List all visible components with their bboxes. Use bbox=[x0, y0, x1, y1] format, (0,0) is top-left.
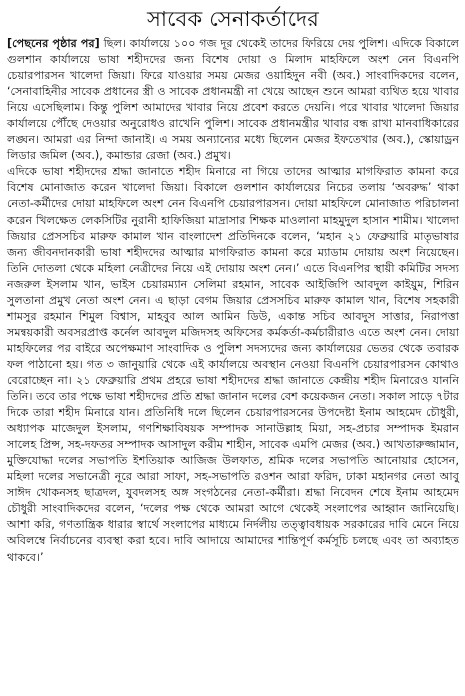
article-paragraph-1 bbox=[7, 36, 459, 164]
article-headline: সাবেক সেনাকর্তাদের bbox=[146, 7, 320, 31]
article-paragraph-1-text: ছিল। কার্যালয়ে ১০০ গজ দূর থেকেই তাদের ফিরিয়ে দেয় পুলিশ। এদিকে বিকালে গুলশান কার্যালয়ে ভাষা শহীদদের জন্য বিশেষ দোয়া ও মিলাদ মাহফিলে অংশ নেন বিএনপি চেয়ারপারসন খালেদা জিয়া। ফিরে যাওয়ার সময় মেজর ওয়াহিদুন নবী (অব.) সাংবাদিকদের বলেন, ‘সেনাবাহিনীর সাবেক প্রধানের স্ত্রী ও সাবেক প্রধানমন্ত্রী না খেয়ে আছেন শুনে আমরা ব্যথিত হয়ে খাবার নিয়ে এসেছিলাম। কিন্তু পুলিশ আমাদের খাবার নিয়ে প্রবেশ করতে দেয়নি। পরে খাবার খালেদা জিয়ার কার্যালয়ে পৌঁছে দেওয়ার অনুরোধও রাখেনি পুলিশ। সাবেক প্রধানমন্ত্রীর খাবার বন্ধ রাখা মানবাধিকারের লঙ্ঘন। আমরা এর নিন্দা জানাই। এ সময় অন্যান্যের মধ্যে ছিলেন মেজর ইফতেখার (অব.), স্কোয়াড্রন লিডার জমিল (অব.), কমান্ডার রেজা (অব.) প্রমুখ। bbox=[7, 37, 459, 163]
article-paragraph-2: এদিকে ভাষা শহীদদের শ্রদ্ধা জানাতে শহীদ মিনারে না গিয়ে তাদের আত্মার মাগফিরাত কামনা করে বিশেষ মোনাজাত করেন খালেদা জিয়া। বিকালে গুলশান কার্যালয়ের নিচের তলায় ‘অবরুদ্ধ’ থাকা নেতা-কর্মীদের দোয়া মাহফিলে অংশ নেন বিএনপি চেয়ারপারসন। দোয়া মাহফিলে মোনাজাত পরিচালনা করেন খিলক্ষেত লেকসিটির নুরানী হাফিজিয়া মাদ্রাসার শিক্ষক মাওলানা মাহমুদুল হাসান শামীম। খালেদা জিয়ার প্রেসসচিব মারুফ কামাল খান বাংলাদেশ প্রতিদিনকে বলেন, ‘মহান ২১ ফেব্রুয়ারি মাতৃভাষার জন্য জীবনদানকারী ভাষা শহীদদের আত্মার মাগফিরাত কামনা করে ম্যাডাম দোয়ায় অংশ নিয়েছেন। তিনি দোতলা থেকে মহিলা নেত্রীদের নিয়ে এই দোয়ায় অংশ নেন।’ এতে বিএনপির স্থায়ী কমিটির সদস্য নজরুল ইসলাম খান, ভাইস চেয়ারম্যান সেলিমা রহমান, সাবেক আইজিপি আবদুল কাইয়ুম, শিরিন সুলতানা প্রমুখ নেতা অংশ নেন। এ ছাড়া বেগম জিয়ার প্রেসসচিব মারুফ কামাল খান, বিশেষ সহকারী শামসুর রহমান শিমুল বিশ্বাস, মাহবুব আল আমিন ডিউ, একান্ত সচিব আবদুস সাত্তার, নিরাপত্তা সমন্বয়কারী অবসরপ্রাপ্ত কর্নেল আবদুল মজিদসহ অফিসের কর্মকর্তা-কর্মচারীরাও এতে অংশ নেন। দোয়া মাহফিলের পর বাইরে অপেক্ষমাণ সাংবাদিক ও পুলিশ সদস্যদের জন্য কার্যালয়ের ভেতর থেকে তবারক ফল পাঠানো হয়। গত ৩ জানুয়ারি থেকে এই কার্যালয়ে অবস্থান নেওয়া বিএনপি চেয়ারপারসন কোথাও বেরোচ্ছেন না। ২১ ফেব্রুয়ারি প্রথম প্রহরে ভাষা শহীদদের শ্রদ্ধা জানাতে কেন্দ্রীয় শহীদ মিনারেও যাননি তিনি। তবে তার পক্ষে ভাষা শহীদদের প্রতি শ্রদ্ধা জানান দলের বেশ কয়েকজন নেতা। সকাল সাড়ে ৭টার দিকে তারা শহীদ মিনারে যান। প্রতিনিধি দলে ছিলেন চেয়ারপারসনের উপদেষ্টা ইনাম আহমেদ চৌধুরী, অধ্যাপক মাজেদুল ইসলাম, গণশিক্ষাবিষয়ক সম্পাদক সানাউল্লাহ মিয়া, সহ-প্রচার সম্পাদক ইমরান সালেহ প্রিন্স, সহ-দফতর সম্পাদক আসাদুল করীম শাহীন, সাবেক এমপি মেজর (অব.) আখতারুজ্জামান, মুক্তিযোদ্ধা দলের সভাপতি ইশতিয়াক আজিজ উলফাত, শ্রমিক দলের সভাপতি আনোয়ার হোসেন, মহিলা দলের সভানেত্রী নূরে আরা সাফা, সহ-সভাপতি রওশন আরা ফরিদ, ঢাকা মহানগর নেতা আবু সাঈদ খোকনসহ ছাত্রদল, যুবদলসহ অঙ্গ সংগঠনের নেতা-কর্মীরা। শ্রদ্ধা নিবেদন শেষে ইনাম আহমেদ চৌধুরী সাংবাদিকদের বলেন, ‘দলের পক্ষ থেকে আমরা আগে থেকেই সংলাপের আহ্বান জানিয়েছি। আশা করি, গণতান্ত্রিক ধারার স্বার্থে সংলাপের মাধ্যমে নির্দলীয় তত্ত্বাবধায়ক সরকারের দাবি মেনে নিয়ে অবিলম্বে নির্বাচনের ব্যবস্থা করা হবে। দাবি আদায়ে আমাদের শান্তিপূর্ণ কর্মসূচি চলছে এবং তা অব্যাহত থাকবে।’ bbox=[7, 165, 459, 564]
article-body bbox=[7, 36, 459, 566]
continued-from-label: [পেছনের পৃষ্ঠার পর] bbox=[7, 37, 100, 50]
